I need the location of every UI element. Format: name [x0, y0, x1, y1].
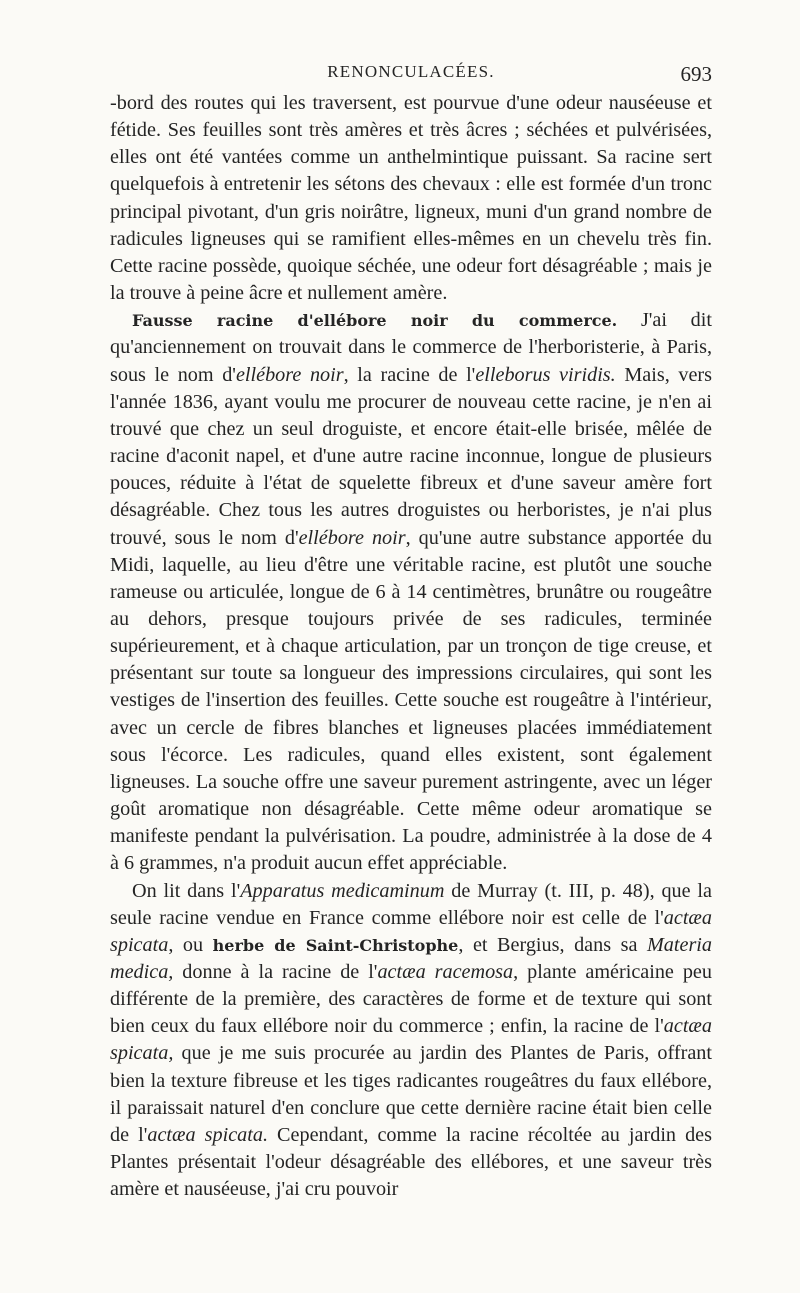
p3-italic: Apparatus medicaminum — [240, 879, 445, 902]
paragraph-3 — [110, 878, 712, 1204]
p2-text: Mais, vers l'année 1836, ayant voulu me procurer de nouveau cette racine, je n'en ai trouvé que chez un seul droguiste, et encore était-elle brisée, mêlée de racine d'aconit napel, et d'une autre racine inconnue, longue de plusieurs pouces, réduite à l'état de squelette fibreux et d'une saveur amère fort désagréable. Chez tous les autres droguistes ou herboristes, je n'ai plus trouvé, sous le nom d' — [110, 363, 712, 549]
running-title: RENONCULACÉES. — [327, 62, 495, 81]
page-header — [110, 62, 712, 88]
p3-text: donne à la racine de l' — [173, 961, 378, 983]
p3-bold: herbe de Saint-Christophe — [212, 935, 459, 955]
p2-text: , qu'une autre substance apportée du Midi, laquelle, au lieu d'être une véritable racine, est plutôt une souche rameuse ou articulée, longue de 6 à 14 centimètres, brunâtre ou rougeâtre au dehors, presque toujours privée de ses radicules, terminée supérieurement, et à chaque articulation, par un tronçon de tige creuse, et présentant sur toute sa longueur des impressions circulaires, qui sont les vestiges de l'insertion des feuilles. Cette souche est rougeâtre à l'intérieur, avec un cercle de fibres blanches et ligneuses placées immédiatement sous l'écorce. Les radicules, quand elles existent, sont également ligneuses. La souche offre une saveur purement astringente, avec un léger goût aromatique non désagréable. Cette même odeur aromatique se manifeste pendant la pulvérisation. La poudre, administrée à la dose de 4 à 6 grammes, n'a produit aucun effet appréciable. — [110, 526, 712, 875]
p3-italic: actæa spicata. — [147, 1123, 268, 1146]
page-number: 693 — [680, 62, 712, 86]
p3-text: , plante américaine peu différente de la première, des caractères de forme et de texture qui sont bien ceux du faux ellébore noir du commerce ; enfin, la racine de l' — [110, 961, 712, 1038]
p3-italic: Materia medica, — [110, 933, 713, 983]
p3-italic: actæa spicata — [110, 906, 712, 956]
p2-text: , la racine de l' — [343, 363, 476, 386]
body-text — [110, 90, 712, 1203]
section-heading: Fausse racine d'ellébore noir du commerce. — [132, 311, 618, 331]
p3-italic: actæa spicata, — [110, 1015, 712, 1065]
p2-text: J'ai dit qu'anciennement on trouvait dans le commerce de l'herboristerie, à Paris, sous le nom d' — [110, 309, 712, 386]
p3-text: , ou — [168, 933, 213, 956]
paragraph-2 — [110, 307, 712, 877]
p3-italic: actæa racemosa — [377, 961, 514, 983]
p3-text: Cependant, comme la racine récoltée au jardin des Plantes présentait l'odeur désagréable des ellébores, et une saveur très amère et nauséeuse, j'ai cru pouvoir — [110, 1123, 712, 1201]
p3-text: On lit dans l' — [132, 879, 241, 902]
p3-text: que je me suis procurée au jardin des Plantes de Paris, offrant bien la texture fibreuse et les tiges radicantes rougeâtres du faux ellébore, il paraissait naturel d'en conclure que cette dernière racine était bien celle de l' — [110, 1042, 712, 1146]
p3-text: de Murray (t. III, p. 48), que la seule racine vendue en France comme ellébore noir est celle de l' — [110, 879, 712, 929]
p3-text: , et Bergius, dans sa — [458, 933, 647, 956]
p2-italic: ellébore noir — [298, 526, 406, 549]
p2-italic: ellébore noir — [235, 363, 344, 386]
p2-italic: elleborus viridis. — [475, 363, 616, 386]
paragraph-1-text: -bord des routes qui les traversent, est pourvue d'une odeur nauséeuse et fétide. Ses feuilles sont très amères et très âcres ; séchées et pulvérisées, elles ont été vantées comme un anthelmintique puissant. Sa racine sert quelquefois à entretenir les sétons des chevaux : elle est formée d'un tronc principal pivotant, d'un gris noirâtre, ligneux, muni d'un grand nombre de radicules ligneuses qui se ramifient elles-mêmes en un chevelu très fin. Cette racine possède, quoique séchée, une odeur fort désagréable ; mais je la trouve à peine âcre et nullement amère. — [110, 92, 712, 305]
paragraph-1 — [110, 90, 712, 307]
